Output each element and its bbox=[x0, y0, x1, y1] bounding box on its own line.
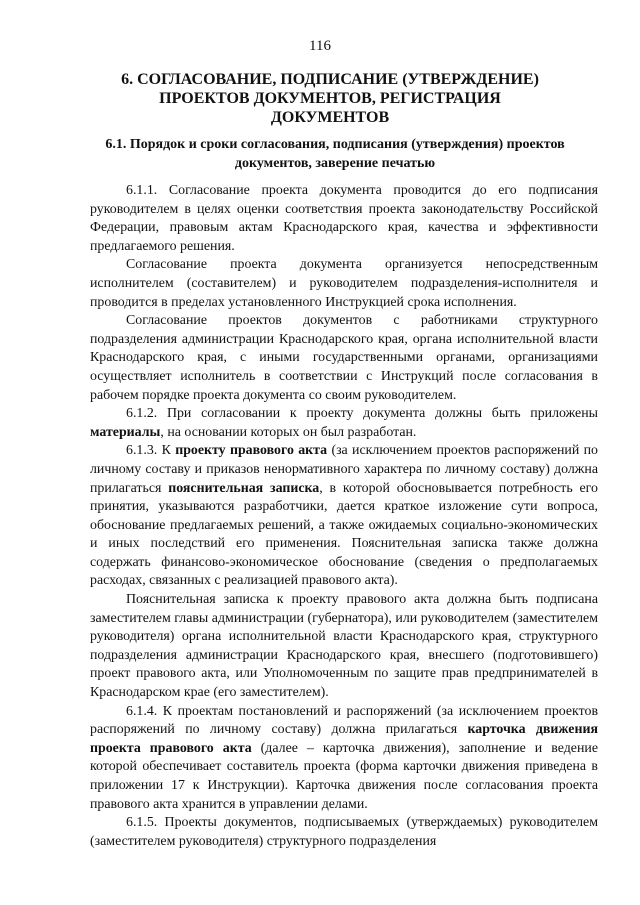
paragraph-text: , в которой обосновывается потребность его принятия, указываются разработчики, дается краткое изложение сути вопроса, обоснование предлагаемых решений, а также ожидаемых социально-экономических и иных последствий его применения. Пояснительная записка также должна содержать финансово-экономическое обоснование (сведения о предполагаемых расходах, связанных с реализацией правового акта). bbox=[90, 480, 598, 589]
section-title: 6.1. Порядок и сроки согласования, подписания (утверждения) проектов документов, заверение печатью bbox=[105, 137, 565, 171]
bold-term-legal-act-draft: проекту правового акта bbox=[175, 443, 328, 459]
paragraph-approval-organization: Согласование проекта документа организуется непосредственным исполнителем (составителем) и руководителем подразделения-исполнителя и проводится в пределах установленного Инструкцией срока исполнения. bbox=[90, 257, 598, 310]
bold-term-materials: материалы bbox=[90, 424, 161, 440]
paragraph-text: (далее – карточка движения), заполнение и ведение которой обеспечивает составитель проекта (форма карточки движения приведена в приложении 17 к Инструкции). Карточка движения после согласования проекта правового акта хранится в управлении делами. bbox=[90, 740, 598, 812]
paragraph-text: 6.1.4. К проектам постановлений и распоряжений (за исключением проектов распоряжений по личному составу) должна прилагаться bbox=[90, 703, 598, 738]
document-body bbox=[90, 182, 598, 851]
paragraph-text: 6.1.2. При согласовании к проекту документа должны быть приложены bbox=[126, 406, 598, 422]
paragraph-text: (за исключением проектов распоряжений по личному составу и приказов ненормативного характера по личному составу) должна прилагаться bbox=[90, 443, 599, 496]
paragraph-text: 6.1.3. К bbox=[126, 443, 176, 459]
paragraph-text: , на основании которых он был разработан. bbox=[160, 424, 417, 440]
paragraph-6-1-5: 6.1.5. Проекты документов, подписываемых (утверждаемых) руководителем (заместителем руководителя) структурного подразделения bbox=[90, 815, 598, 849]
page-number: 116 bbox=[309, 38, 331, 54]
bold-term-movement-card: карточка движения проекта правового акта bbox=[90, 722, 598, 756]
bold-term-explanatory-note: пояснительная записка bbox=[168, 480, 320, 496]
paragraph-6-1-1: 6.1.1. Согласование проекта документа проводится до его подписания руководителем в целях оценки соответствия проекта законодательству Российской Федерации, правовым актам Краснодарского края, качества и эффективности предлагаемого решения. bbox=[90, 183, 598, 254]
paragraph-approval-with-staff: Согласование проектов документов с работниками структурного подразделения администрации Краснодарского края, органа исполнительной власти Краснодарского края, с иными государственными органами, организациями осуществляет исполнитель в соответствии с Инструкций после согласования в рабочем порядке проекта документа со своим руководителем. bbox=[90, 313, 598, 403]
paragraph-explanatory-note-signing: Пояснительная записка к проекту правового акта должна быть подписана заместителем главы администрации (губернатора), или руководителем (заместителем руководителя) органа исполнительной власти Краснодарского края, структурного подразделения администрации Краснодарского края, внесшего (подготовившего) проект правового акта, или Уполномоченным по защите прав предпринимателей в Краснодарском крае (его заместителем). bbox=[90, 592, 598, 701]
chapter-title: 6. СОГЛАСОВАНИЕ, ПОДПИСАНИЕ (УТВЕРЖДЕНИЕ) ПРОЕКТОВ ДОКУМЕНТОВ, РЕГИСТРАЦИЯ ДОКУМЕНТОВ bbox=[121, 71, 539, 126]
paragraph-6-1-3 bbox=[90, 442, 598, 591]
paragraph-6-1-4 bbox=[90, 703, 598, 815]
paragraph-6-1-2 bbox=[90, 405, 598, 442]
